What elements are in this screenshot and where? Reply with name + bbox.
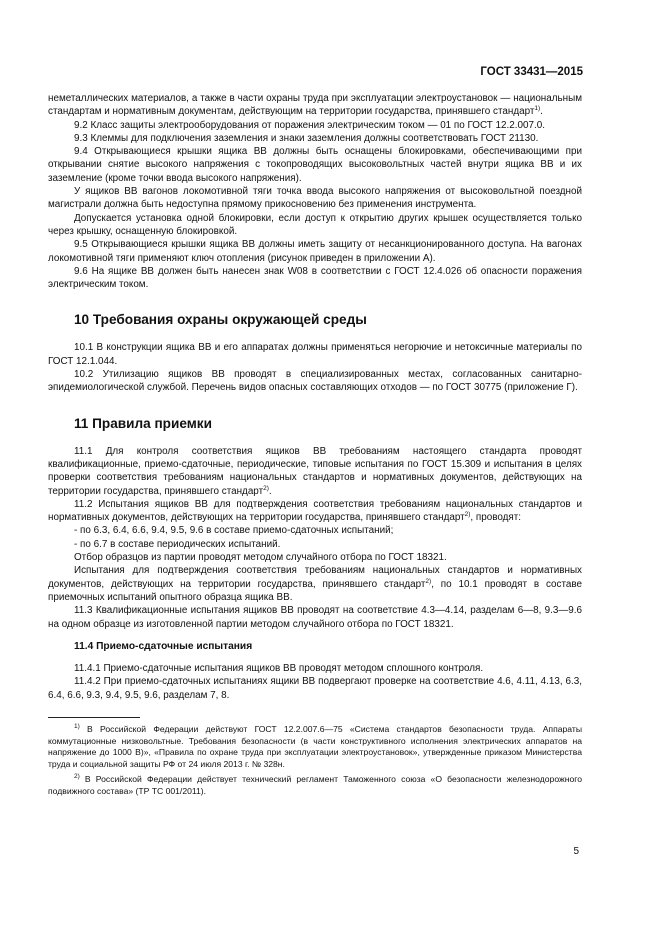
page-number: 5 — [573, 846, 579, 857]
paragraph-9-4: 9.4 Открывающиеся крышки ящика ВВ должны быть оснащены блокировками, обеспечивающими при открывании снятие высокого напряжения с токопроводящих высоковольтных частей внутри ящика ВВ и их заземление (кроме точки ввода высокого напряжения). — [48, 146, 582, 184]
paragraph-11-4-2: 11.4.2 При приемо-сдаточных испытаниях ящики ВВ подвергают проверке на соответствие 4.6, 4.11, 4.13, 6.3, 6.4, 6.6, 9.3, 9.4, 9.5, 9.6, разделам 7, 8. — [48, 676, 582, 701]
paragraph-11-1: 11.1 Для контроля соответствия ящиков ВВ требованиям настоящего стандарта проводят квалификационные, приемо-сдаточные, периодические, типовые испытания по ГОСТ 15.309 и испытания в целях проверки соответствия требованиям национальных стандартов и нормативных документов, действующих на территории государства, принявшего стандарт$^{2)}$. — [48, 445, 582, 497]
paragraph-9-4-c: Допускается установка одной блокировки, если доступ к открытию других крышек осуществляется только через крышку, оснащенную блокировкой. — [48, 212, 582, 237]
section-10-heading: 10 Требования охраны окружающей среды — [74, 312, 367, 328]
paragraph-9-1-continued: неметаллических материалов, а также в части охраны труда при эксплуатации электроустановок — национальным стандартам и нормативным документам, действующим на территории государства, принявшего стандарт$^{1)}$. — [48, 93, 582, 118]
footnote-divider — [48, 717, 140, 718]
paragraph-9-5: 9.5 Открывающиеся крышки ящика ВВ должны иметь защиту от несанкционированного доступа. На вагонах локомотивной тяги применяют ключ отопления (рисунок приведен в приложении А). — [48, 239, 582, 264]
paragraph-9-2: 9.2 Класс защиты электрооборудования от поражения электрическим током — 01 по ГОСТ 12.2.007.0. — [74, 119, 545, 131]
paragraph-9-6: 9.6 На ящике ВВ должен быть нанесен знак W08 в соответствии с ГОСТ 12.4.026 об опасности поражения электрическим током. — [48, 265, 582, 291]
footnote-2: $^{2)}$ В Российской Федерации действует технический регламент Таможенного союза «О безопасности железнодорожного подвижного состава» (ТР ТС 001/2011). — [48, 773, 582, 796]
footnote-ref-2[interactable]: 2) — [425, 577, 432, 585]
paragraph-9-3: 9.3 Клеммы для подключения заземления и знаки заземления должны соответствовать ГОСТ 21130. — [74, 132, 539, 144]
paragraph-11-4-1: 11.4.1 Приемо-сдаточные испытания ящиков ВВ проводят методом сплошного контроля. — [74, 663, 484, 675]
footnote-ref-2[interactable]: 2) — [263, 484, 269, 492]
paragraph-11-2-b: Отбор образцов из партии проводят методом случайного отбора по ГОСТ 18321. — [74, 552, 447, 564]
paragraph-11-2: 11.2 Испытания ящиков ВВ для подтверждения соответствия требованиям национальных стандартов и нормативных документов, действующих на территории государства, принявшего стандарт$^{2)}$, проводят: — [48, 498, 582, 524]
standard-header: ГОСТ 33431—2015 — [480, 66, 583, 78]
subsection-11-4-heading: 11.4 Приемо-сдаточные испытания — [74, 640, 253, 652]
footnote-ref-1[interactable]: 1) — [534, 105, 541, 113]
paragraph-9-4-b: У ящиков ВВ вагонов локомотивной тяги точка ввода высокого напряжения от высоковольтной поездной магистрали должна быть недоступна прямому прикосновению без применения инструмента. — [48, 186, 582, 211]
footnote-mark: 1) — [74, 722, 80, 730]
paragraph-11-2-c: Испытания для подтверждения соответствия требованиям национальных стандартов и нормативных документов, действующих на территории государства, принявшего стандарт$^{2)}$, по 10.1 проводят в составе приемочных испытаний опытного образца ящика ВВ. — [48, 565, 582, 603]
list-item: - по 6.3, 6.4, 6.6, 9.4, 9.5, 9.6 в составе приемо-сдаточных испытаний; — [74, 525, 394, 537]
footnote-ref-2[interactable]: 2) — [464, 511, 471, 519]
footnote-1: $^{1)}$ В Российской Федерации действуют ГОСТ 12.2.007.6—75 «Система стандартов безопасности труда. Аппараты коммутационные низковольтные. Требования безопасности (в части конструктивного исполнения электрических аппаратов на напряжение до 1000 В)», «Правила по охране труда при эксплуатации электроустановок», утвержденные приказом Министерства труда и социальной защиты РФ от 24 июля 2013 г. № 328н. — [48, 722, 582, 769]
footnote-mark: 2) — [74, 773, 80, 781]
paragraph-10-1: 10.1 В конструкции ящика ВВ и его аппаратах должны применяться негорючие и нетоксичные материалы по ГОСТ 12.1.044. — [48, 342, 582, 367]
list-item: - по 6.7 в составе периодических испытаний. — [74, 538, 281, 550]
section-11-heading: 11 Правила приемки — [74, 415, 212, 431]
paragraph-11-3: 11.3 Квалификационные испытания ящиков ВВ проводят на соответствие 4.3—4.14, разделам 6—8, 9.3—9.6 на одном образце из изготовленной партии методом случайного отбора по ГОСТ 18321. — [48, 605, 582, 630]
paragraph-10-2: 10.2 Утилизацию ящиков ВВ проводят в специализированных местах, согласованных санитарно-эпидемиологической службой. Перечень видов опасных составляющих отходов — по ГОСТ 30775 (приложение Г). — [48, 369, 582, 394]
document-body — [48, 92, 582, 802]
